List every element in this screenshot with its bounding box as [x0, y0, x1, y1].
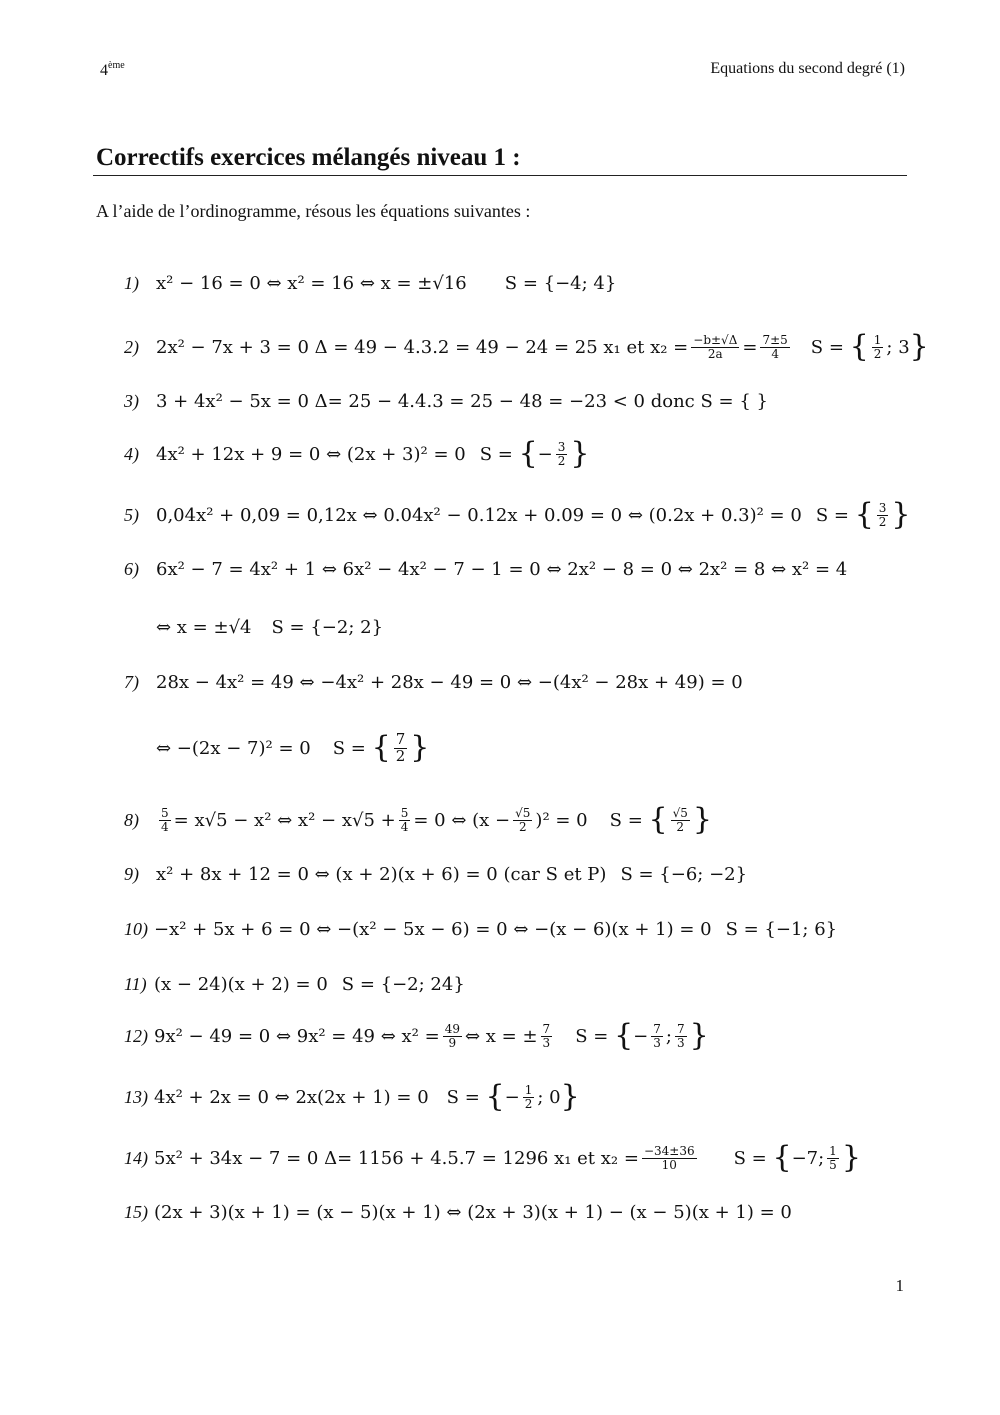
exercise-solution: S = { −7; $\frac{1}{5}$ } — [733, 1140, 861, 1175]
exercise-solution: S = {−6; −2} — [620, 863, 748, 885]
fraction: $\frac{5}{4}$ — [400, 805, 409, 834]
exercise-4: 4) 4x² + 12x + 9 = 0 ⇔ (2x + 3)² = 0 S = { − $\frac{3}{2}$ } — [124, 436, 590, 471]
exercise-expression: 9x² − 49 = 0 ⇔ 9x² = 49 ⇔ x² = — [154, 1025, 440, 1047]
exercise-solution: S = {−2; 24} — [341, 973, 465, 995]
fraction: $\frac{-34\pm 36}{10}$ — [643, 1143, 695, 1172]
exercise-expression: = x√5 − x² ⇔ x² − x√5 + — [173, 809, 396, 831]
exercise-14: 14) 5x² + 34x − 7 = 0 Δ= 1156 + 4.5.7 = 1296 x₁ et x₂ = $\frac{-34\pm 36}{10}$ S = { −7; $\frac{1}{5}$ } — [124, 1140, 861, 1175]
exercise-expression: (x − 24)(x + 2) = 0 — [154, 973, 328, 995]
exercise-expression: −x² + 5x + 6 = 0 ⇔ −(x² − 5x − 6) = 0 ⇔ −(x − 6)(x + 1) = 0 — [154, 918, 712, 940]
exercise-expression: 3 + 4x² − 5x = 0 Δ= 25 − 4.4.3 = 25 − 48 = −23 < 0 donc S = { } — [156, 390, 768, 412]
exercise-9: 9) x² + 8x + 12 = 0 ⇔ (x + 2)(x + 6) = 0 (car S et P) S = {−6; −2} — [124, 863, 748, 885]
exercise-expression: 2x² − 7x + 3 = 0 Δ = 49 − 4.3.2 = 49 − 24 = 25 x₁ et x₂ = — [156, 336, 689, 358]
exercise-11: 11) (x − 24)(x + 2) = 0 S = {−2; 24} — [124, 973, 465, 995]
exercise-1: 1) x² − 16 = 0 ⇔ x² = 16 ⇔ x = ±√16 S = {−4; 4} — [124, 272, 617, 294]
exercise-expression: 6x² − 7 = 4x² + 1 ⇔ 6x² − 4x² − 7 − 1 = 0 ⇔ 2x² − 8 = 0 ⇔ 2x² = 8 ⇔ x² = 4 — [156, 558, 848, 580]
exercise-expression: 4x² + 12x + 9 = 0 ⇔ (2x + 3)² = 0 — [156, 443, 466, 465]
fraction: $\frac{√5}{2}$ — [515, 805, 531, 834]
exercise-15: 15) (2x + 3)(x + 1) = (x − 5)(x + 1) ⇔ (2x + 3)(x + 1) − (x − 5)(x + 1) = 0 — [124, 1201, 792, 1223]
exercise-solution: S = {−2; 2} — [271, 616, 384, 638]
exercise-solution: S = { $\frac{√5}{2}$ } — [609, 802, 712, 837]
exercise-solution: S = { − $\frac{7}{3}$ ; $\frac{7}{3}$ } — [575, 1018, 709, 1053]
exercise-7-continued — [156, 728, 429, 768]
exercise-2: 2) 2x² − 7x + 3 = 0 Δ = 49 − 4.3.2 = 49 − 24 = 25 x₁ et x₂ = $\frac{-b\pm√\Delta}{2a}$ = $\frac{7\pm 5}{4}$ S = { $\frac{1}{2}$ ; 3 } — [124, 329, 929, 364]
instructions: A l’aide de l’ordinogramme, résous les équations suivantes : — [96, 201, 531, 221]
exercise-expression: 28x − 4x² = 49 ⇔ −4x² + 28x − 49 = 0 ⇔ −(4x² − 28x + 49) = 0 — [156, 671, 743, 693]
exercise-expression: 0,04x² + 0,09 = 0,12x ⇔ 0.04x² − 0.12x + 0.09 = 0 ⇔ (0.2x + 0.3)² = 0 — [156, 504, 802, 526]
exercise-8: 8) $\frac{5}{4}$ = x√5 − x² ⇔ x² − x√5 + $\frac{5}{4}$ = 0 ⇔ (x − $\frac{√5}{2}$ )² = 0 S = { $\frac{√5}{2}$ } — [124, 802, 712, 837]
exercise-expression: x² − 16 = 0 ⇔ x² = 16 ⇔ x = ±√16 — [156, 272, 467, 294]
exercise-3: 3) 3 + 4x² − 5x = 0 Δ= 25 − 4.4.3 = 25 − 48 = −23 < 0 donc S = { } — [124, 390, 768, 412]
exercise-solution: S = { − $\frac{1}{2}$ ; 0 } — [446, 1079, 580, 1114]
exercise-expression: 5x² + 34x − 7 = 0 Δ= 1156 + 4.5.7 = 1296 x₁ et x₂ = — [154, 1147, 639, 1169]
chapter-title: Equations du second degré (1) — [710, 60, 905, 77]
exercise-7: 7) 28x − 4x² = 49 ⇔ −4x² + 28x − 49 = 0 ⇔ −(4x² − 28x + 49) = 0 — [124, 671, 743, 693]
exercise-solution: S = { − $\frac{3}{2}$ } — [479, 436, 590, 471]
page-title: Correctifs exercices mélangés niveau 1 : — [96, 144, 521, 171]
fraction: $\frac{7\pm 5}{4}$ — [762, 332, 788, 361]
exercise-solution: S = { $\frac{7}{2}$ } — [332, 729, 430, 765]
exercise-6-continued — [156, 607, 383, 647]
exercise-12: 12) 9x² − 49 = 0 ⇔ 9x² = 49 ⇔ x² = $\frac{49}{9}$ ⇔ x = ± $\frac{7}{3}$ S = { − $\frac{7}{3}$ ; $\frac{7}{3}$ } — [124, 1018, 709, 1053]
exercise-solution: S = {−1; 6} — [725, 918, 838, 940]
exercise-solution: S = { $\frac{3}{2}$ } — [815, 497, 911, 532]
exercise-expression: x² + 8x + 12 = 0 ⇔ (x + 2)(x + 6) = 0 (car S et P) — [156, 863, 607, 885]
fraction: $\frac{-b\pm√\Delta}{2a}$ — [693, 332, 738, 361]
exercise-solution: S = { $\frac{1}{2}$ ; 3 } — [810, 329, 929, 364]
exercise-10: 10) −x² + 5x + 6 = 0 ⇔ −(x² − 5x − 6) = 0 ⇔ −(x − 6)(x + 1) = 0 S = {−1; 6} — [124, 918, 838, 940]
exercise-expression: ⇔ x = ±√4 — [156, 616, 252, 638]
exercise-expression: ⇔ −(2x − 7)² = 0 — [156, 737, 311, 759]
exercise-solution: S = {−4; 4} — [504, 272, 617, 294]
fraction: $\frac{5}{4}$ — [161, 805, 169, 834]
title-underline — [93, 175, 907, 176]
exercise-13: 13) 4x² + 2x = 0 ⇔ 2x(2x + 1) = 0 S = { − $\frac{1}{2}$ ; 0 } — [124, 1079, 580, 1114]
exercise-expression: (2x + 3)(x + 1) = (x − 5)(x + 1) ⇔ (2x + 3)(x + 1) − (x − 5)(x + 1) = 0 — [154, 1201, 792, 1223]
exercise-5: 5) 0,04x² + 0,09 = 0,12x ⇔ 0.04x² − 0.12x + 0.09 = 0 ⇔ (0.2x + 0.3)² = 0 S = { $\frac{3}{2}$ } — [124, 497, 911, 532]
class-level: 4ème — [100, 60, 125, 79]
fraction: $\frac{7}{3}$ — [542, 1021, 551, 1050]
fraction: $\frac{49}{9}$ — [444, 1021, 460, 1050]
exercise-6: 6) 6x² − 7 = 4x² + 1 ⇔ 6x² − 4x² − 7 − 1 = 0 ⇔ 2x² − 8 = 0 ⇔ 2x² = 8 ⇔ x² = 4 — [124, 558, 848, 580]
exercise-expression: 4x² + 2x = 0 ⇔ 2x(2x + 1) = 0 — [154, 1086, 429, 1108]
page-number: 1 — [895, 1276, 904, 1295]
